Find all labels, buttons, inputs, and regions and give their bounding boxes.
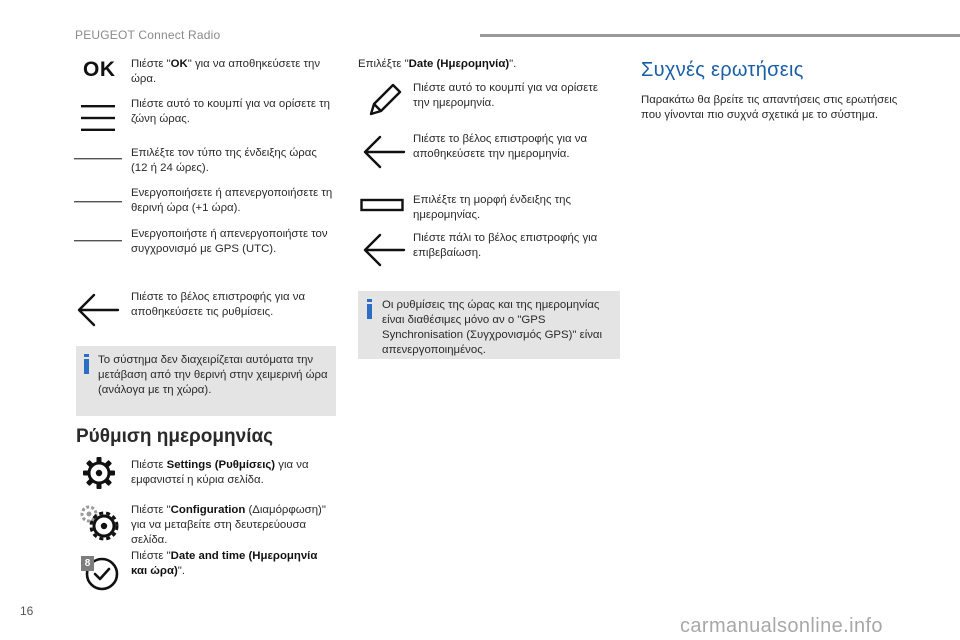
info-icon-bar bbox=[84, 359, 89, 374]
step-configuration-text: Πιέστε "Configuration (Διαμόρφωση)" για να μεταβείτε στη δευτερεύουσα σελίδα. bbox=[131, 504, 326, 546]
ok-icon: OK bbox=[83, 58, 116, 81]
step-set-date-text: Πιέστε αυτό το κουμπί για να ορίσετε την ημερομηνία. bbox=[413, 82, 598, 109]
step-dst-text: Ενεργοποιήσετε ή απενεργοποιήσετε τη θερινή ώρα (+1 ώρα). bbox=[131, 187, 333, 214]
step-timezone-text: Πιέστε αυτό το κουμπί για να ορίσετε τη ζώνη ώρας. bbox=[131, 98, 330, 125]
header-rule bbox=[480, 34, 960, 37]
step-save-text: Πιέστε το βέλος επιστροφής για να αποθηκεύσετε τις ρυθμίσεις. bbox=[131, 291, 306, 318]
menu-icon bbox=[80, 103, 116, 133]
info-icon bbox=[84, 354, 89, 357]
step-settings-text: Πιέστε Settings (Ρυθμίσεις) για να εμφανιστεί η κύρια σελίδα. bbox=[131, 459, 309, 486]
step-save-date-text: Πιέστε το βέλος επιστροφής για να αποθηκεύσετε την ημερομηνία. bbox=[413, 133, 588, 160]
step-date-format-text: Επιλέξτε τη μορφή ένδειξης της ημερομηνίας. bbox=[413, 194, 572, 221]
back-arrow-icon bbox=[362, 232, 406, 268]
format-selector-icon bbox=[360, 198, 404, 212]
configuration-icon bbox=[78, 502, 120, 542]
step-gps-text: Ενεργοποιήστε ή απενεργοποιήστε τον συγχρονισμό με GPS (UTC). bbox=[131, 228, 328, 255]
faq-intro-text: Παρακάτω θα βρείτε τις απαντήσεις στις ερωτήσεις που γίνονται πιο συχνά σχετικά με το σύστημα. bbox=[641, 94, 898, 121]
info-note-text: Οι ρυθμίσεις της ώρας και της ημερομηνίας είναι διαθέσιμες μόνο αν ο "GPS Synchronisation (Συγχρονισμός GPS)" είναι απενεργοποιημένος. bbox=[382, 299, 603, 356]
toggle-line-icon bbox=[74, 239, 122, 243]
selector-line-icon bbox=[74, 157, 122, 161]
back-arrow-icon bbox=[362, 134, 406, 170]
step-date-time-text: Πιέστε "Date and time (Ημερομηνία και ώρα)". bbox=[131, 550, 318, 577]
info-icon-bar bbox=[367, 304, 372, 319]
gear-icon bbox=[82, 456, 116, 490]
step-number-badge: 8 bbox=[81, 556, 94, 571]
info-icon bbox=[367, 299, 372, 302]
info-note-text: Το σύστημα δεν διαχειρίζεται αυτόματα την μετάβαση από την θερινή στην χειμερινή ώρα (ανάλογα με τη χώρα). bbox=[98, 354, 328, 396]
running-header: PEUGEOT Connect Radio bbox=[75, 28, 221, 42]
step-format-text: Επιλέξτε τον τύπο της ένδειξης ώρας (12 ή 24 ώρες). bbox=[131, 147, 317, 174]
section-title-date: Ρύθμιση ημερομηνίας bbox=[76, 426, 274, 447]
watermark-text: carmanualsonline.info bbox=[680, 615, 883, 637]
date-intro-text: Επιλέξτε "Date (Ημερομηνία)". bbox=[358, 58, 517, 70]
back-arrow-icon bbox=[76, 292, 120, 328]
step-ok-text: Πιέστε "OK" για να αποθηκεύσετε την ώρα. bbox=[131, 58, 321, 85]
toggle-line-icon bbox=[74, 200, 122, 204]
step-confirm-text: Πιέστε πάλι το βέλος επιστροφής για επιβεβαίωση. bbox=[413, 232, 598, 259]
pencil-icon bbox=[365, 82, 403, 120]
page-number: 16 bbox=[20, 604, 34, 618]
faq-title: Συχνές ερωτήσεις bbox=[641, 59, 804, 81]
